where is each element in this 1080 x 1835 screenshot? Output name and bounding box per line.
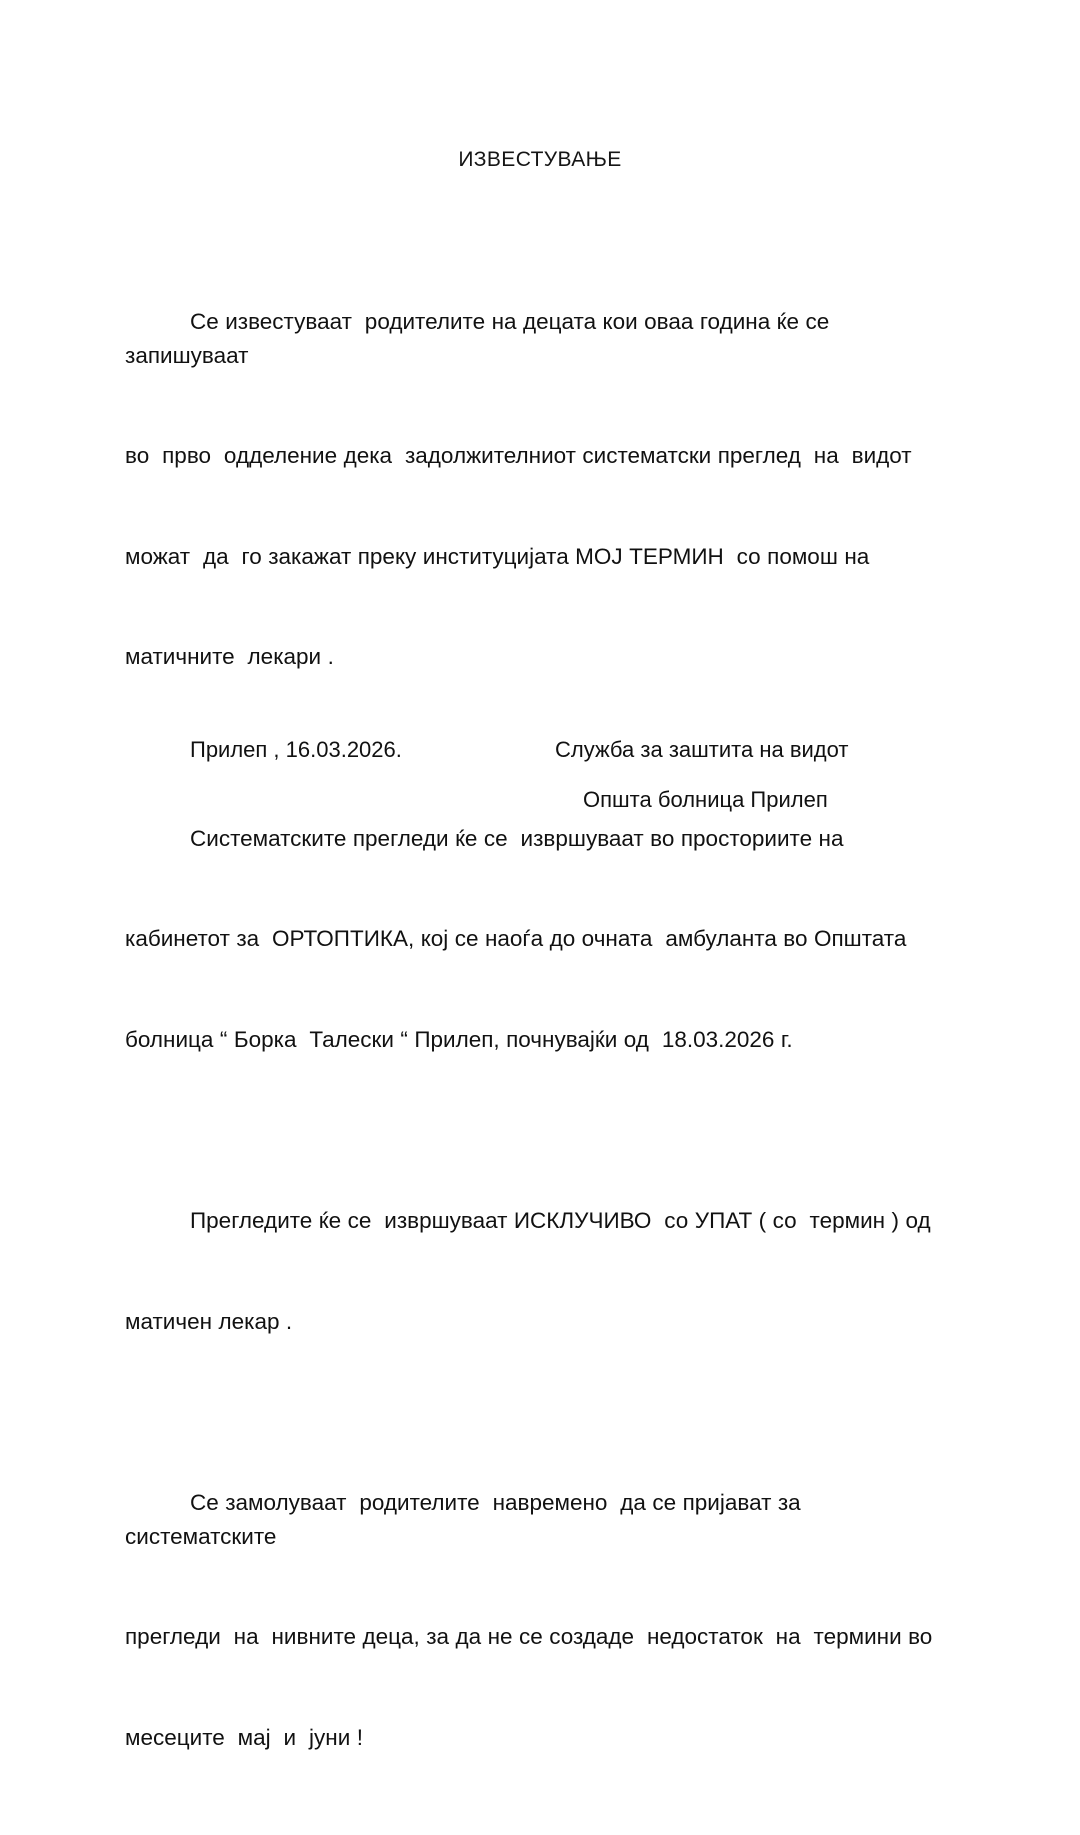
document-body <box>125 238 957 1835</box>
signatory-department: Служба за заштита на видот <box>555 737 849 762</box>
paragraph-3-line-1: Прегледите ќе се извршуваат ИСКЛУЧИВО со УПАТ ( со термин ) од <box>190 1208 931 1233</box>
signature-row <box>125 733 957 816</box>
signature-block <box>125 733 957 816</box>
paragraph-1 <box>125 238 957 741</box>
paragraph-4-line-3: месеците мај и јуни ! <box>125 1724 363 1750</box>
paragraph-3 <box>125 1137 957 1405</box>
paragraph-1-line-1: Се известуваат родителите на децата кои оваа година ќе се запишуваат <box>125 309 836 368</box>
paragraph-2-line-3: болница “ Борка Талески “ Прилеп, почнувајќи од 18.03.2026 г. <box>125 1026 793 1052</box>
paragraph-1-line-3: можат да го закажат преку институцијата МОЈ ТЕРМИН со помош на <box>125 543 870 569</box>
page-title: ИЗВЕСТУВАЊЕ <box>458 148 622 171</box>
paragraph-4-line-2: прегледи на нивните деца, за да не се создаде недостаток на термини во <box>125 1624 933 1649</box>
paragraph-1-line-4: матичните лекари . <box>125 644 334 669</box>
place-and-date: Прилеп , 16.03.2026. <box>190 737 402 762</box>
paragraph-2-line-1: Систематските прегледи ќе се извршуваат во просториите на <box>190 825 844 851</box>
paragraph-1-line-2: во прво одделение дека задолжителниот систематски преглед на видот <box>125 443 912 468</box>
signatory <box>555 733 957 816</box>
paragraph-2-line-2: кабинетот за ОРТОПТИКА, кој се наоѓа до очната амбуланта во Општата <box>125 926 907 951</box>
paragraph-4 <box>125 1419 957 1821</box>
paragraph-4-line-1: Се замолуваат родителите навремено да се пријават за систематските <box>125 1490 808 1549</box>
signatory-institution: Општа болница Прилеп <box>583 787 828 812</box>
paragraph-3-line-2: матичен лекар . <box>125 1308 293 1334</box>
